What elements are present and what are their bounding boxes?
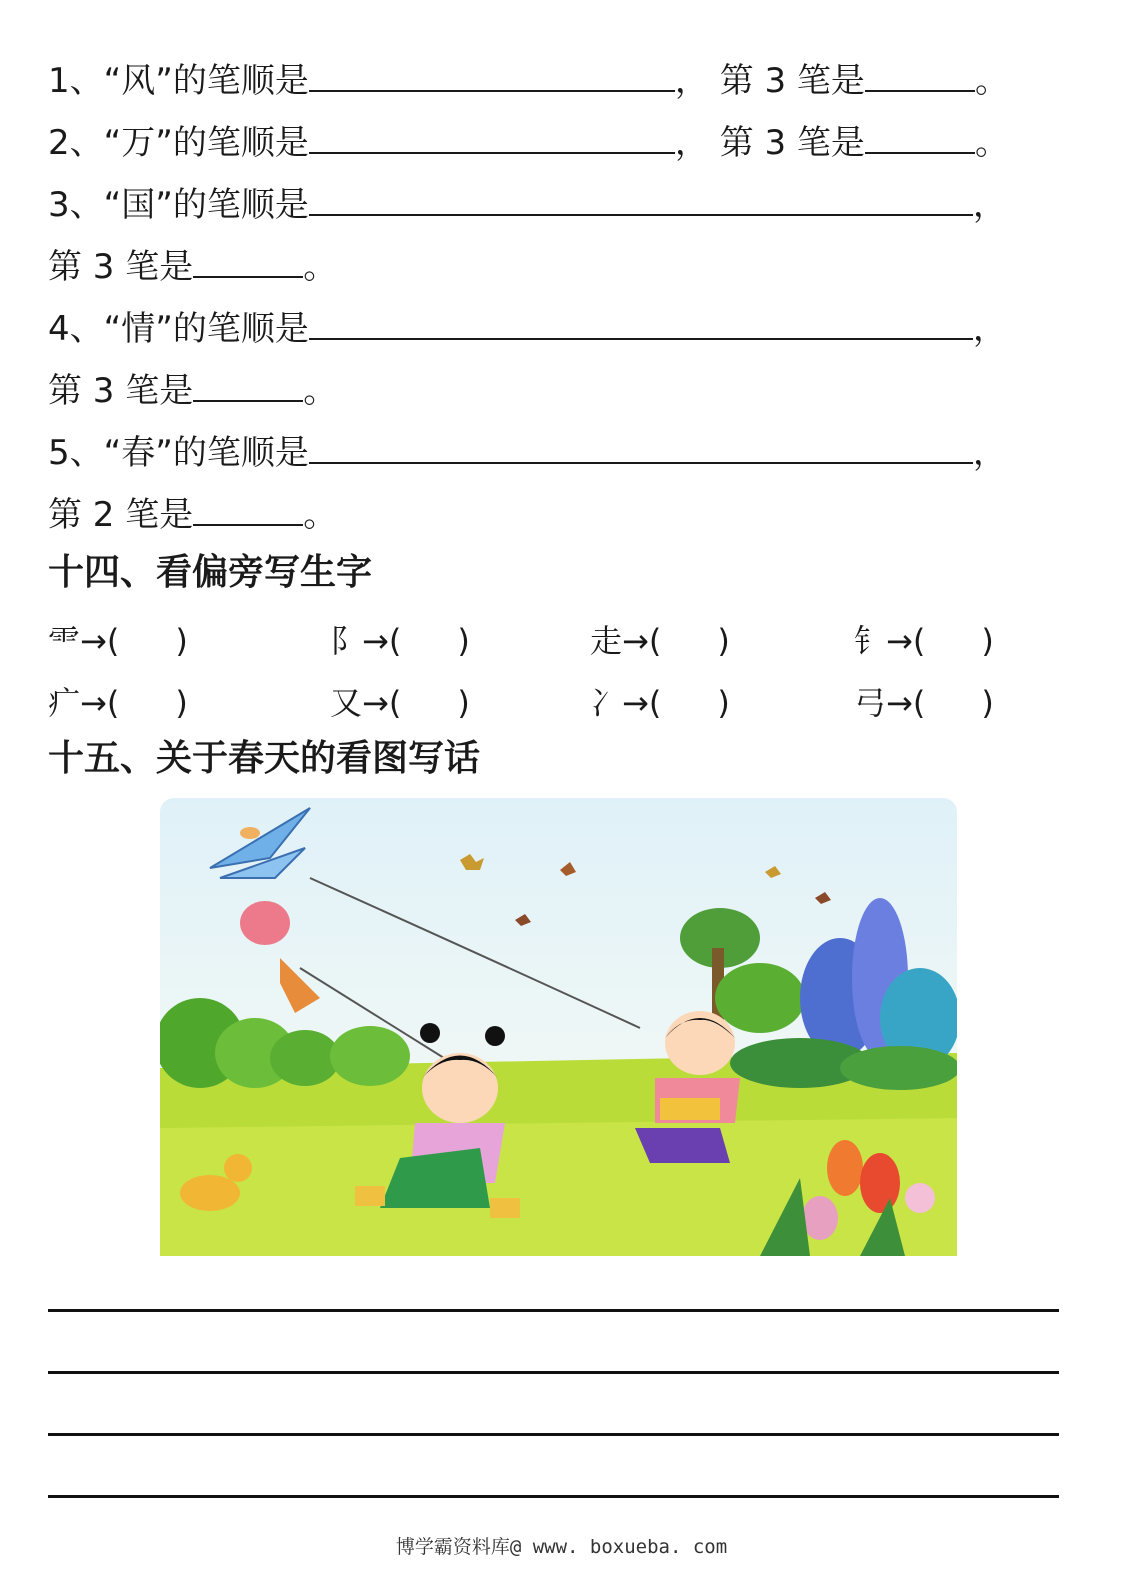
third-stroke-label: 第 3 笔是 bbox=[48, 371, 194, 411]
radical-item: 冫→( ) bbox=[590, 684, 730, 722]
question-3-cont bbox=[48, 246, 337, 287]
stroke-order-blank[interactable] bbox=[309, 60, 675, 92]
stroke-order-blank[interactable] bbox=[309, 432, 973, 464]
period: 。 bbox=[303, 495, 338, 535]
third-stroke-label: 第 3 笔是 bbox=[48, 247, 194, 287]
writing-line[interactable] bbox=[48, 1495, 1059, 1498]
question-text: 2、“万”的笔顺是 bbox=[48, 123, 309, 163]
third-stroke-label: 第 3 笔是 bbox=[719, 61, 865, 101]
period: 。 bbox=[303, 371, 338, 411]
third-stroke-blank[interactable] bbox=[865, 60, 975, 92]
comma: ， bbox=[674, 61, 709, 101]
radical-item: ⻗→( ) bbox=[48, 622, 188, 660]
writing-line[interactable] bbox=[48, 1309, 1059, 1312]
radical-row-1 bbox=[48, 616, 1048, 660]
writing-line[interactable] bbox=[48, 1433, 1059, 1436]
section-15-title: 十五、关于春天的看图写话 bbox=[48, 738, 481, 779]
question-3 bbox=[48, 184, 1007, 225]
stroke-order-blank[interactable] bbox=[309, 184, 973, 216]
spring-kite-illustration bbox=[160, 798, 957, 1256]
question-2 bbox=[48, 122, 1009, 163]
section-14-title: 十四、看偏旁写生字 bbox=[48, 552, 373, 593]
question-text: 3、“国”的笔顺是 bbox=[48, 185, 309, 225]
radical-item: 疒→( ) bbox=[48, 684, 188, 722]
radical-item: 又→( ) bbox=[330, 684, 470, 722]
stroke-order-blank[interactable] bbox=[309, 122, 675, 154]
question-text: 5、“春”的笔顺是 bbox=[48, 433, 309, 473]
radical-item: 弓→( ) bbox=[854, 684, 994, 722]
stroke-order-blank[interactable] bbox=[309, 308, 973, 340]
question-text: 4、“情”的笔顺是 bbox=[48, 309, 309, 349]
third-stroke-blank[interactable] bbox=[193, 370, 303, 402]
third-stroke-blank[interactable] bbox=[193, 246, 303, 278]
question-5 bbox=[48, 432, 1007, 473]
second-stroke-label: 第 2 笔是 bbox=[48, 495, 194, 535]
second-stroke-blank[interactable] bbox=[193, 494, 303, 526]
third-stroke-label: 第 3 笔是 bbox=[719, 123, 865, 163]
period: 。 bbox=[303, 247, 338, 287]
period: 。 bbox=[974, 123, 1009, 163]
writing-line[interactable] bbox=[48, 1371, 1059, 1374]
question-1 bbox=[48, 60, 1009, 101]
radical-item: 阝→( ) bbox=[330, 622, 470, 660]
question-4-cont bbox=[48, 370, 337, 411]
comma: ， bbox=[972, 185, 1007, 225]
radical-row-2 bbox=[48, 678, 1048, 722]
question-5-cont bbox=[48, 494, 337, 535]
period: 。 bbox=[974, 61, 1009, 101]
footer-watermark: 博学霸资料库@ www. boxueba. com bbox=[395, 1536, 728, 1558]
question-4 bbox=[48, 308, 1007, 349]
comma: ， bbox=[972, 433, 1007, 473]
radical-item: 走→( ) bbox=[590, 622, 730, 660]
comma: ， bbox=[972, 309, 1007, 349]
comma: ， bbox=[674, 123, 709, 163]
question-text: 1、“风”的笔顺是 bbox=[48, 61, 309, 101]
third-stroke-blank[interactable] bbox=[865, 122, 975, 154]
radical-item: 钅→( ) bbox=[854, 622, 994, 660]
